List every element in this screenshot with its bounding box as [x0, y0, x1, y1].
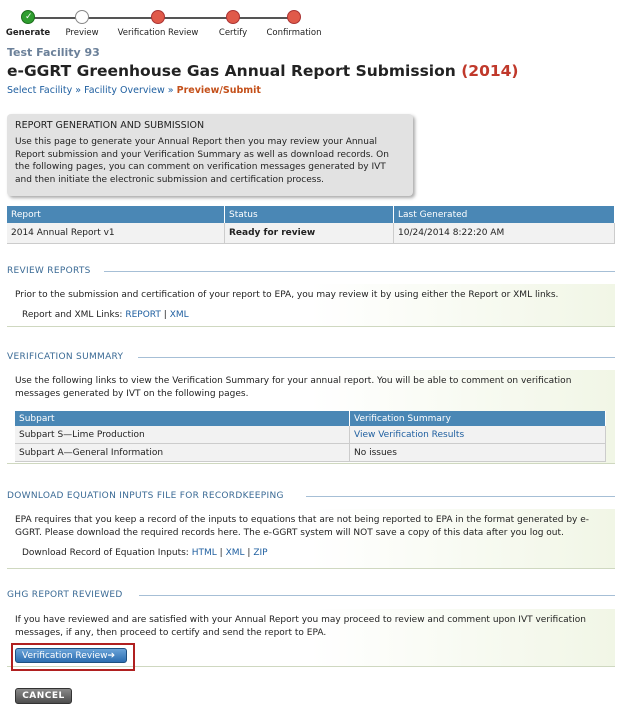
subpart-name: Subpart S—Lime Production: [15, 426, 350, 444]
report-last-generated: 10/24/2014 8:22:20 AM: [394, 223, 615, 244]
info-body: Use this page to generate your Annual Report then you may review your Annual Report submission and your Verification Summary as well as download records. On the following pages, you can comment on verification messages generated by IVT and then initiate the electronic submission and certification process.: [15, 137, 389, 185]
step-verification-circle-icon: [151, 10, 165, 24]
download-label: Download Record of Equation Inputs:: [22, 548, 189, 558]
verification-table-header: [15, 411, 606, 426]
step-confirmation-label: Confirmation: [266, 28, 322, 38]
step-certify-label: Certify: [218, 28, 248, 38]
info-heading: REPORT GENERATION AND SUBMISSION: [15, 120, 205, 131]
view-verification-results-link[interactable]: View Verification Results: [354, 429, 465, 440]
review-panel: [7, 284, 615, 327]
divider: [306, 496, 615, 497]
step-preview-circle-icon: [75, 10, 89, 24]
review-body: Prior to the submission and certification of your report to EPA, you may review it by using either the Report or XML links.: [15, 290, 559, 300]
link-separator: |: [163, 310, 167, 320]
download-body: EPA requires that you keep a record of the inputs to equations that are not being reported to EPA in the format generated by e-GGRT. Please download the required records here. The e-GGRT system will NOT save a copy of this data after you log out.: [15, 515, 590, 538]
step-preview-label: Preview: [65, 28, 99, 38]
verification-heading: VERIFICATION SUMMARY: [7, 352, 124, 362]
zip-download-link[interactable]: ZIP: [253, 548, 268, 558]
verification-table: [15, 411, 606, 462]
step-generate-check-icon: ✓: [21, 10, 35, 24]
step-confirmation-circle-icon: [287, 10, 301, 24]
ghg-body: If you have reviewed and are satisfied with your Annual Report you may proceed to review and comment upon IVT verification messages, if any, then proceed to certify and send the report to EPA.: [15, 615, 586, 638]
cancel-button[interactable]: CANCEL: [15, 688, 72, 704]
subpart-summary: [350, 426, 606, 444]
table-row: [7, 223, 615, 244]
divider: [139, 595, 615, 596]
breadcrumb-facility-overview[interactable]: Facility Overview: [84, 85, 165, 96]
subpart-name: Subpart A—General Information: [15, 444, 350, 462]
page-title: [7, 62, 519, 80]
report-name: 2014 Annual Report v1: [7, 223, 225, 244]
review-links: [15, 309, 607, 322]
step-verification-label: Verification Review: [117, 28, 199, 38]
info-box: [7, 114, 413, 196]
step-generate-label: Generate: [5, 28, 51, 38]
header-last-generated: Last Generated: [394, 206, 615, 223]
download-links: [15, 547, 607, 560]
verification-body: Use the following links to view the Verification Summary for your annual report. You will be able to comment on verification messages generated by IVT on the following pages.: [15, 376, 572, 399]
download-panel: [7, 509, 615, 569]
header-status: Status: [225, 206, 394, 223]
html-download-link[interactable]: HTML: [191, 548, 217, 558]
breadcrumb-current: Preview/Submit: [176, 85, 261, 96]
link-separator: |: [219, 548, 223, 558]
ghg-heading: GHG REPORT REVIEWED: [7, 590, 123, 600]
divider: [104, 271, 615, 272]
verification-review-button[interactable]: Verification Review➔: [15, 648, 127, 663]
header-report: Report: [7, 206, 225, 223]
subpart-summary: No issues: [350, 444, 606, 462]
report-status: Ready for review: [225, 223, 394, 244]
review-links-label: Report and XML Links:: [22, 310, 123, 320]
link-separator: |: [247, 548, 251, 558]
header-subpart: Subpart: [15, 411, 350, 426]
step-certify-circle-icon: [226, 10, 240, 24]
breadcrumb-separator: »: [75, 85, 82, 96]
progress-steps: [0, 0, 340, 42]
facility-name: Test Facility 93: [7, 46, 100, 59]
breadcrumb-separator: »: [167, 85, 174, 96]
download-heading: DOWNLOAD EQUATION INPUTS FILE FOR RECORDKEEPING: [7, 491, 284, 501]
xml-download-link[interactable]: XML: [225, 548, 245, 558]
table-row: [15, 444, 606, 462]
xml-link[interactable]: XML: [169, 310, 189, 320]
breadcrumb-select-facility[interactable]: Select Facility: [7, 85, 73, 96]
breadcrumb: [7, 85, 261, 96]
report-table: [7, 206, 615, 244]
table-row: [15, 426, 606, 444]
report-link[interactable]: REPORT: [125, 310, 161, 320]
page-title-year: (2014): [461, 62, 519, 80]
review-heading: REVIEW REPORTS: [7, 266, 91, 276]
divider: [138, 357, 615, 358]
report-table-header: [7, 206, 615, 223]
page-title-text: e-GGRT Greenhouse Gas Annual Report Submission: [7, 62, 456, 80]
header-verification-summary: Verification Summary: [350, 411, 606, 426]
